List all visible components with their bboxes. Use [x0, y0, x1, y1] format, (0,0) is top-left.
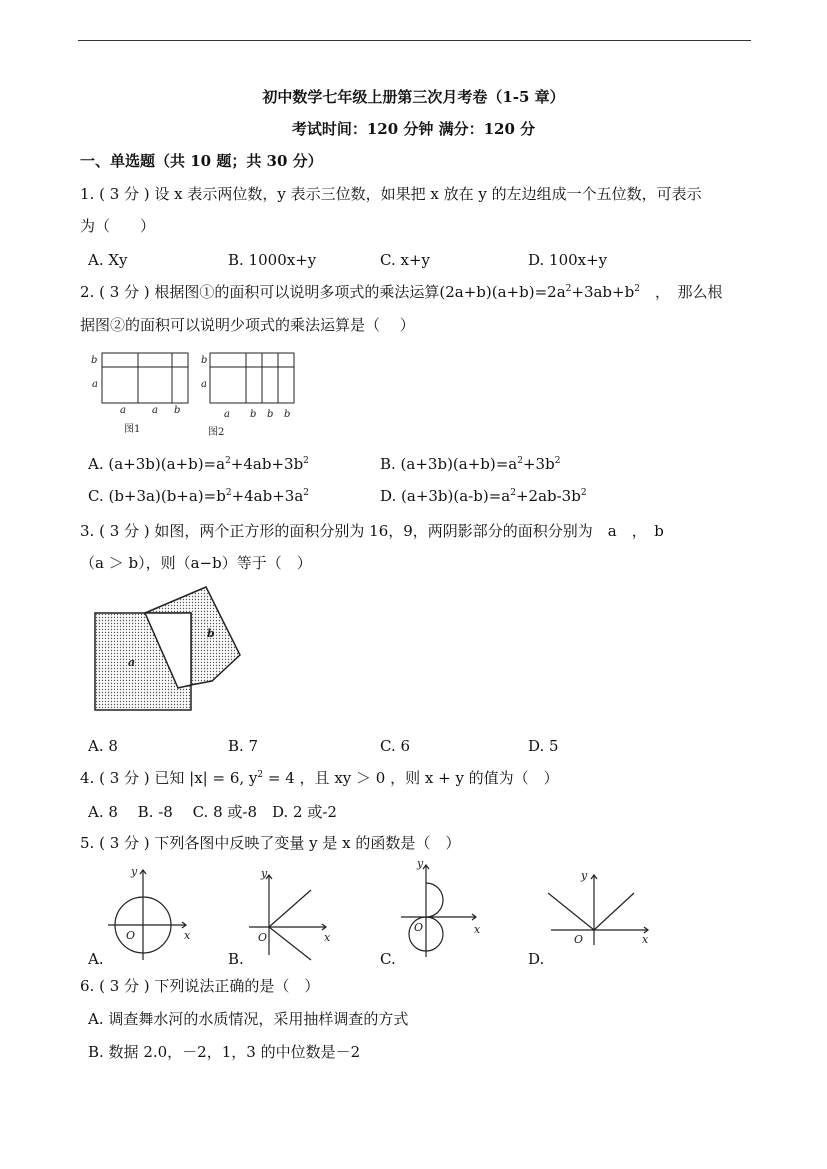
q5-option-d: D.: [528, 950, 545, 968]
svg-text:b: b: [91, 355, 98, 366]
q5-option-a: A.: [88, 950, 104, 968]
svg-text:a: a: [92, 379, 98, 390]
svg-text:图2: 图2: [208, 427, 225, 438]
q3-option-b: B. 7: [228, 737, 259, 755]
svg-text:O: O: [126, 929, 136, 942]
svg-text:b: b: [250, 409, 257, 420]
svg-text:x: x: [324, 931, 331, 944]
q5-option-b: B.: [228, 950, 244, 968]
svg-text:x: x: [184, 929, 191, 942]
svg-text:y: y: [261, 867, 268, 880]
q2-option-b: B. $(a+3b)(a+b)=a^2+3b^2$: [380, 455, 561, 473]
q6-stem: 6. ( 3 分 ) 下列说法正确的是（ ）: [80, 977, 320, 995]
svg-text:O: O: [258, 931, 268, 944]
q2-option-c: C. $(b+3a)(b+a)=b^2+4ab+3a^2$: [88, 487, 310, 505]
svg-text:a: a: [152, 405, 158, 416]
q1-option-b: B. 1000x+y: [228, 251, 317, 269]
svg-text:图1: 图1: [124, 424, 141, 435]
q3-stem-cont: （a ＞ b），则（a−b）等于（ ）: [80, 554, 312, 572]
q1-option-c: C. x+y: [380, 251, 430, 269]
svg-text:a: a: [201, 379, 207, 390]
section-heading: 一、单选题（共 10 题；共 30 分）: [80, 152, 323, 170]
svg-text:b: b: [207, 627, 215, 640]
q5-stem: 5. ( 3 分 ) 下列各图中反映了变量 y 是 x 的函数是（ ）: [80, 834, 461, 852]
q6-option-b: B. 数据 2.0，－2，1，3 的中位数是－2: [88, 1043, 361, 1061]
q1-stem: 1. ( 3 分 ) 设 x 表示两位数，y 表示三位数，如果把 x 放在 y 的左边组成一个五位数，可表示: [80, 185, 702, 203]
svg-text:O: O: [414, 921, 424, 934]
q1-stem-cont: 为（ ）: [80, 217, 156, 235]
svg-text:y: y: [417, 857, 424, 870]
q1-option-d: D. 100x+y: [528, 251, 608, 269]
svg-text:b: b: [267, 409, 274, 420]
q2-option-a: A. $(a+3b)(a+b)=a^2+4ab+3b^2$: [88, 455, 309, 473]
svg-text:a: a: [128, 656, 136, 669]
q5-option-c: C.: [380, 950, 396, 968]
q3-option-c: C. 6: [380, 737, 411, 755]
svg-text:O: O: [574, 933, 584, 946]
q4-stem: 4. ( 3 分 ) 已知 |x| = 6, $y^2 = 4$ ，且 xy ＞ 0 ，则 x + y 的值为（ ）: [80, 769, 559, 787]
svg-text:x: x: [642, 933, 649, 946]
q3-figure: [86, 583, 246, 718]
page-title: 初中数学七年级上册第三次月考卷（1-5 章）: [262, 88, 565, 106]
q2-option-d: D. $(a+3b)(a-b)=a^2+2ab-3b^2$: [380, 487, 587, 505]
svg-text:y: y: [131, 865, 138, 878]
svg-text:b: b: [201, 355, 208, 366]
svg-text:a: a: [224, 409, 230, 420]
svg-text:y: y: [581, 869, 588, 882]
svg-text:b: b: [284, 409, 291, 420]
q6-option-a: A. 调查舞水河的水质情况，采用抽样调查的方式: [88, 1010, 409, 1028]
q1-option-a: A. Xy: [88, 251, 128, 269]
svg-text:b: b: [174, 405, 181, 416]
q2-stem-cont: 据图②的面积可以说明少项式的乘法运算是（ ）: [80, 316, 415, 334]
q2-figure: [86, 345, 306, 440]
svg-text:a: a: [120, 405, 126, 416]
header-rule: [78, 40, 751, 41]
svg-text:x: x: [474, 923, 481, 936]
q2-stem: 2. ( 3 分 ) 根据图①的面积可以说明多项式的乘法运算$(2a+b)(a+b)=2a^2+3ab+b^2$ ， 那么根: [80, 283, 723, 301]
q3-stem: 3. ( 3 分 ) 如图，两个正方形的面积分别为 16，9，两阴影部分的面积分别为 a ， b: [80, 522, 664, 540]
q3-option-a: A. 8: [88, 737, 118, 755]
page-subtitle: 考试时间：120 分钟 满分：120 分: [291, 120, 536, 138]
q4-options: A. 8 B. -8 C. 8 或-8 D. 2 或-2: [88, 803, 337, 821]
q3-option-d: D. 5: [528, 737, 559, 755]
